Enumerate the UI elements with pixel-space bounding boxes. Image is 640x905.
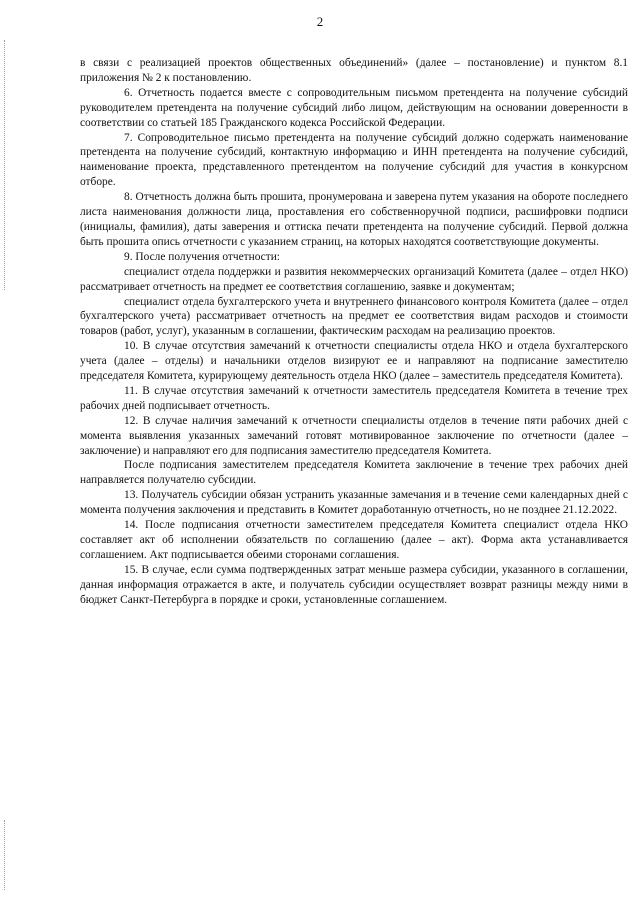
paragraph-10: 10. В случае отсутствия замечаний к отчетности специалисты отдела НКО и отдела бухгалтерского учета (далее – отделы) и начальники отделов визируют ее и направляют на подписание заместителю председателя Комитета, курирующему деятельность отдела НКО (далее – заместитель председателя Комитета).: [80, 340, 628, 383]
paragraph-6: 6. Отчетность подается вместе с сопроводительным письмом претендента на получение субсидий руководителем претендента на получение субсидий либо лицом, действующим на основании доверенности в соответствии со статьей 185 Гражданского кодекса Российской Федерации.: [80, 86, 628, 129]
paragraph-12: 12. В случае наличия замечаний к отчетности специалисты отделов в течение пяти рабочих дней с момента выявления указанных замечаний готовят мотивированное заключение по отчетности (далее – заключение) и направляют его для подписания заместителю председателя Комитета.: [80, 414, 628, 457]
page-number: 2: [316, 14, 324, 29]
paragraph-intro: в связи с реализацией проектов общественных объединений» (далее – постановление) и пунктом 8.1 приложения № 2 к постановлению.: [80, 57, 628, 84]
document-body: [80, 56, 628, 608]
paragraph-9-nko-specialist: специалист отдела поддержки и развития некоммерческих организаций Комитета (далее – отдел НКО) рассматривает отчетность на предмет ее соответствия соглашению, заявке и документам;: [80, 265, 628, 293]
binding-margin-mark: [4, 40, 6, 290]
paragraph-8: 8. Отчетность должна быть прошита, пронумерована и заверена путем указания на обороте последнего листа наименования должности лица, проставления его собственноручной подписи, расшифровки подписи (инициалы, фамилия), даты заверения и оттиска печати претендента на получение субсидий. Первой должна быть прошита опись отчетности с указанием страниц, на которых находятся соответствующие документы.: [80, 191, 628, 248]
paragraph-12-conclusion: После подписания заместителем председателя Комитета заключение в течение трех рабочих дней направляется получателю субсидии.: [80, 459, 628, 487]
paragraph-7: 7. Сопроводительное письмо претендента на получение субсидий должно содержать наименование претендента на получение субсидий, контактную информацию и ИНН претендента на получение субсидий, наименование проекта, представленного претендентом на получение субсидий для участия в конкурсном отборе.: [80, 131, 628, 189]
paragraph-11: 11. В случае отсутствия замечаний к отчетности заместитель председателя Комитета в течение трех рабочих дней подписывает отчетность.: [80, 384, 628, 412]
paragraph-15: 15. В случае, если сумма подтвержденных затрат меньше размера субсидии, указанного в соглашении, данная информация отражается в акте, и получатель субсидии осуществляет возврат разницы между ними в бюджет Санкт-Петербурга в порядке и сроки, установленные соглашением.: [80, 563, 628, 606]
paragraph-9: 9. После получения отчетности:: [124, 250, 280, 263]
paragraph-9-accounting-specialist: специалист отдела бухгалтерского учета и внутреннего финансового контроля Комитета (далее – отдел бухгалтерского учета) рассматривает отчетность на предмет ее соответствия видам расходов и стоимости товаров (работ, услуг), указанным в соглашении, фактическим расходам на реализацию проектов.: [80, 295, 628, 338]
paragraph-14: 14. После подписания отчетности заместителем председателя Комитета специалист отдела НКО составляет акт об исполнении обязательств по соглашению (далее – акт). Форма акта устанавливается соглашением. Акт подписывается обеими сторонами соглашения.: [80, 519, 628, 561]
binding-margin-mark: [4, 820, 6, 890]
paragraph-13: 13. Получатель субсидии обязан устранить указанные замечания и в течение семи календарных дней с момента получения заключения и представить в Комитет доработанную отчетность, но не позднее 21.12.2022.: [80, 489, 628, 517]
